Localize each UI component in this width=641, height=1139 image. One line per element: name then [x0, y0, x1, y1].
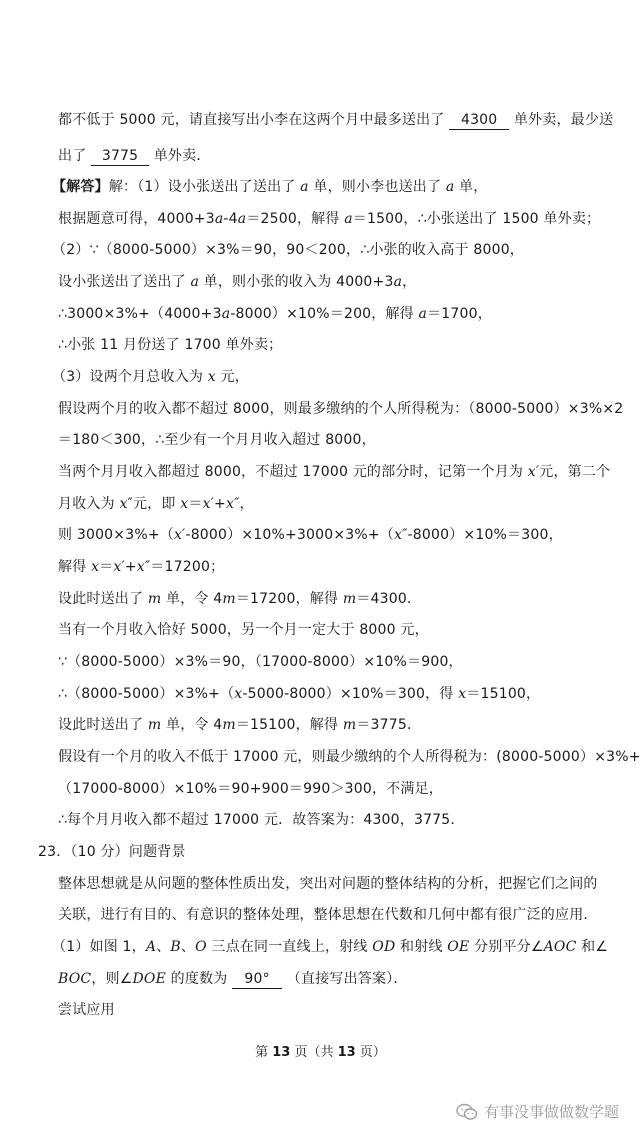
text-span: 元，	[215, 369, 249, 385]
math-var: x″	[225, 496, 240, 512]
math-var: DOE	[132, 971, 167, 987]
math-var: OE	[447, 939, 470, 955]
answer-blank: 3775	[91, 147, 149, 166]
text-span: 和∠	[576, 939, 609, 955]
text-span: （直接写出答案）．	[286, 971, 408, 987]
math-var: BOC	[58, 971, 92, 987]
text-span: 的度数为	[166, 971, 228, 987]
text-span: 和射线	[395, 939, 448, 955]
math-var: x″	[119, 496, 133, 512]
text-span: 单，令 4	[161, 717, 223, 733]
text-line	[52, 367, 249, 387]
math-var: B	[170, 939, 181, 955]
text-line: ∴小张 11 月份送了 1700 单外卖；	[58, 337, 283, 353]
text-line: 假设有一个月的收入不低于 17000 元，则最少缴纳的个人所得税为：(8000-5000）×3%+	[58, 749, 641, 765]
text-span: 单外卖．	[153, 148, 211, 164]
text-line: 整体思想就是从问题的整体性质出发，突出对问题的整体结构的分析，把握它们之间的	[58, 876, 598, 892]
text-line: （17000-8000）×10%＝90+900＝990＞300，不满足，	[58, 781, 443, 797]
text-line	[52, 937, 608, 957]
text-span: 解得	[58, 559, 92, 575]
text-span: （1）如图 1，	[52, 939, 146, 955]
text-line	[58, 462, 610, 482]
text-line: （2）∵（8000-5000）×3%＝90，90＜200，∴小张的收入高于 8000，	[52, 242, 525, 258]
text-line	[58, 525, 563, 545]
text-span: 设小张送出了送出了	[58, 274, 191, 290]
math-var: a	[393, 274, 403, 290]
text-span: 单，则小张的收入为 4000+3	[199, 274, 394, 290]
answer-blank: 4300	[449, 111, 509, 130]
text-span: 元，即	[132, 496, 181, 512]
page-number: 13	[272, 1045, 291, 1060]
math-var: a	[418, 306, 428, 322]
text-line	[58, 684, 540, 704]
text-line	[58, 589, 421, 609]
text-line: 关联，进行有目的、有意识的整体处理，整体思想在代数和几何中都有很广泛的应用．	[58, 907, 598, 923]
math-var: A	[145, 939, 157, 955]
math-var: x	[234, 686, 243, 702]
text-span: 分别平分∠	[469, 939, 544, 955]
text-span: 单，	[454, 179, 488, 195]
answer-blank: 90°	[232, 970, 282, 989]
math-var: m	[342, 717, 357, 733]
math-var: m	[147, 717, 162, 733]
text-span: ＝4300．	[356, 591, 422, 607]
text-line	[58, 272, 416, 292]
math-var: a	[300, 179, 309, 195]
math-var: a	[344, 211, 353, 227]
footer-text: 第	[255, 1045, 273, 1060]
text-span: -5000-8000）×10%＝300，得	[242, 686, 459, 702]
text-span: 设此时送出了	[58, 717, 148, 733]
section-heading: 尝试应用	[58, 1002, 115, 1018]
math-var: a	[214, 211, 224, 227]
watermark	[456, 1101, 619, 1122]
solution-heading-line	[52, 177, 487, 197]
math-var: x′	[173, 527, 186, 543]
math-var: x′	[202, 496, 215, 512]
text-span: 三点在同一直线上，射线	[206, 939, 373, 955]
text-line	[58, 715, 421, 735]
text-span: 、	[156, 939, 171, 955]
text-span: 单，令 4	[161, 591, 223, 607]
math-var: a	[237, 211, 247, 227]
text-line	[58, 969, 408, 989]
text-line	[58, 494, 254, 514]
text-span: 、	[180, 939, 196, 955]
text-line: ∴每个月月收入都不超过 17000 元．故答案为：4300，3775．	[58, 812, 465, 828]
text-span: +	[124, 559, 137, 575]
text-span: ＝1700，	[427, 306, 492, 322]
text-span: 都不低于 5000 元，请直接写出小李在这两个月中最多送出了	[58, 112, 445, 128]
text-span: 出了	[58, 148, 87, 164]
page-footer	[0, 1041, 641, 1060]
text-span: ∴（8000-5000）×3%+（	[58, 686, 235, 702]
text-line	[58, 557, 224, 577]
math-var: x	[458, 686, 467, 702]
text-span: 单外卖，最少送	[513, 112, 614, 128]
math-var: x	[91, 559, 100, 575]
text-line: ∵（8000-5000）×3%＝90，（17000-8000）×10%＝900，	[58, 654, 463, 670]
math-var: m	[342, 591, 357, 607]
text-span: ，则∠	[91, 971, 133, 987]
text-span: 根据题意可得，4000+3	[58, 211, 215, 227]
text-span: ＝17200；	[150, 559, 225, 575]
text-span: ＝15100，	[466, 686, 541, 702]
text-line	[58, 209, 600, 229]
math-var: a	[221, 306, 231, 322]
text-span: ＝	[188, 496, 203, 512]
text-span: ＝2500，解得	[246, 211, 345, 227]
text-line: 当有一个月收入恰好 5000，另一个月一定大于 8000 元，	[58, 622, 429, 638]
math-var: a	[190, 274, 199, 290]
text-span: 单，则小李也送出了	[308, 179, 446, 195]
math-var: x′	[113, 559, 125, 575]
text-span: ＝3775．	[356, 717, 422, 733]
text-line	[58, 146, 211, 166]
text-line	[58, 110, 613, 130]
text-span: ＝	[99, 559, 114, 575]
math-var: x″	[136, 559, 151, 575]
text-span: ，	[402, 274, 417, 290]
page-total: 13	[337, 1045, 356, 1060]
footer-text: 页（共	[290, 1045, 338, 1060]
math-var: a	[445, 179, 455, 195]
text-span: （3）设两个月总收入为	[52, 369, 208, 385]
text-span: 当两个月月收入都超过 8000，不超过 17000 元的部分时，记第一个月为	[58, 464, 528, 480]
text-span: -8000）×10%＝300，	[407, 527, 563, 543]
text-line	[58, 304, 492, 324]
text-span: 则 3000×3%+（	[58, 527, 174, 543]
footer-text: 页）	[355, 1045, 386, 1060]
text-span: -8000）×10%＝200，解得	[230, 306, 419, 322]
math-var: x′	[527, 464, 540, 480]
math-var: OD	[372, 939, 396, 955]
math-var: AOC	[543, 939, 577, 955]
text-span: 设此时送出了	[58, 591, 148, 607]
text-span: +	[214, 496, 226, 512]
math-var: m	[222, 591, 236, 607]
math-var: O	[195, 939, 207, 955]
text-span: -4	[223, 211, 238, 227]
text-span: ＝17200，解得	[235, 591, 343, 607]
text-span: ＝15100，解得	[235, 717, 343, 733]
solution-label: 【解答】	[52, 179, 109, 195]
math-var: m	[147, 591, 162, 607]
text-span: 解：（1）设小张送出了送出了	[108, 179, 301, 195]
math-var: x″	[394, 527, 408, 543]
text-span: ，	[239, 496, 254, 512]
question-heading: 23．（10 分）问题背景	[38, 844, 186, 860]
text-line: ＝180＜300，∴至少有一个月月收入超过 8000，	[58, 432, 376, 448]
math-var: m	[222, 717, 236, 733]
text-span: 元，第二个	[539, 464, 611, 480]
wechat-icon	[456, 1103, 478, 1121]
text-span: -8000）×10%+3000×3%+（	[185, 527, 394, 543]
text-line: 假设两个月的收入都不超过 8000，则最多缴纳的个人所得税为：（8000-5000）×3%×2	[58, 401, 624, 417]
math-var: x	[180, 496, 189, 512]
math-var: x	[207, 369, 216, 385]
text-span: ∴3000×3%+（4000+3	[58, 306, 222, 322]
text-span: 月收入为	[58, 496, 120, 512]
watermark-text: 有事没事做做数学题	[483, 1103, 619, 1121]
text-span: ＝1500，∴小张送出了 1500 单外卖；	[352, 211, 601, 227]
